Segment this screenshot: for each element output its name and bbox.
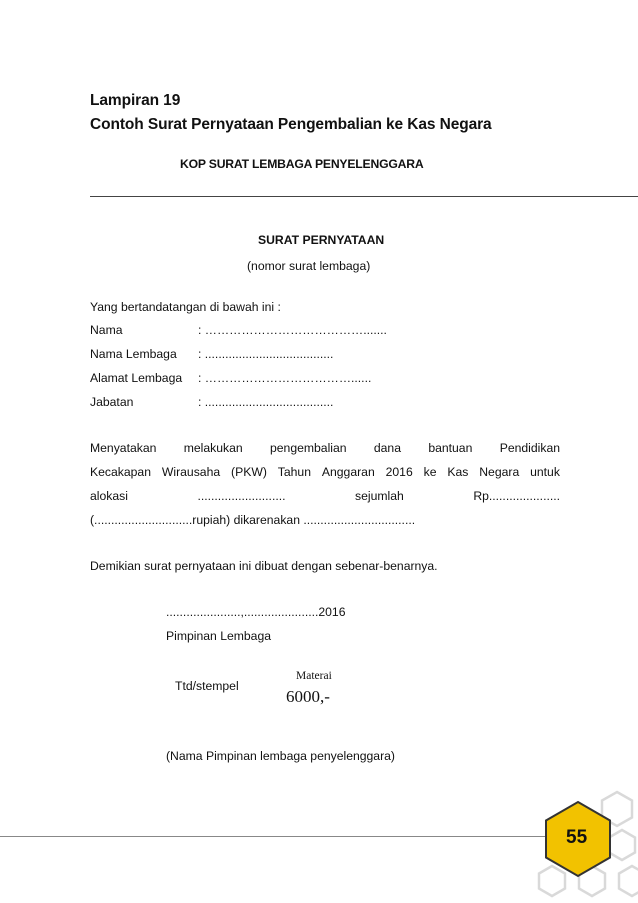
word: Anggaran: [321, 465, 375, 479]
materai-label: Materai: [296, 670, 332, 682]
word: Pendidikan: [499, 441, 560, 455]
materai-value: 6000,-: [286, 687, 330, 706]
field-value-nama-lembaga: : ......................................: [198, 347, 334, 361]
word: (PKW): [231, 465, 267, 479]
hexagon-outline-right: [609, 830, 635, 860]
word: ke: [423, 465, 437, 479]
letter-title: SURAT PERNYATAAN: [258, 233, 385, 247]
document-title: Contoh Surat Pernyataan Pengembalian ke Kas Negara: [90, 116, 492, 133]
letter-number: (nomor surat lembaga): [247, 259, 371, 273]
word: sejumlah: [355, 489, 404, 503]
intro-text: Yang bertandatangan di bawah ini :: [90, 300, 281, 314]
word: Menyatakan: [90, 441, 157, 455]
word: melakukan: [183, 441, 243, 455]
field-value-alamat-lembaga: : ………………………………......: [198, 371, 372, 385]
word: Kas: [447, 465, 469, 479]
field-label-nama: Nama: [90, 323, 123, 337]
word: Wirausaha: [161, 465, 221, 479]
signer-role: Pimpinan Lembaga: [166, 629, 272, 643]
field-label-nama-lembaga: Nama Lembaga: [90, 347, 177, 361]
word: dana: [373, 441, 401, 455]
stamp-label: Ttd/stempel: [175, 679, 239, 693]
letterhead-placeholder: KOP SURAT LEMBAGA PENYELENGGARA: [180, 157, 424, 171]
appendix-label: Lampiran 19: [90, 92, 181, 109]
field-label-jabatan: Jabatan: [90, 395, 134, 409]
hexagon-outline-bottom-left: [539, 866, 565, 896]
page-number: 55: [566, 827, 588, 848]
word: bantuan: [428, 441, 473, 455]
field-value-nama: : ………………………………….......: [198, 323, 387, 337]
word: Negara: [479, 465, 520, 479]
word: untuk: [530, 465, 560, 479]
field-label-alamat-lembaga: Alamat Lembaga: [90, 371, 183, 385]
hexagon-outline-bottom-right: [619, 866, 638, 896]
word: pengembalian: [269, 441, 347, 455]
word: Rp.....................: [473, 489, 560, 503]
body-line-4: (.............................rupiah) dikarenakan .................................: [90, 513, 416, 527]
closing-statement: Demikian surat pernyataan ini dibuat dengan sebenar-benarnya.: [90, 559, 438, 573]
word: ..........................: [197, 489, 286, 503]
word: Kecakapan: [90, 465, 151, 479]
field-value-jabatan: : ......................................: [198, 395, 334, 409]
word: Tahun: [277, 465, 311, 479]
place-date: ......................,......................2016: [166, 605, 346, 619]
word: 2016: [385, 465, 413, 479]
word: alokasi: [90, 489, 128, 503]
signer-name: (Nama Pimpinan lembaga penyelenggara): [166, 749, 395, 763]
